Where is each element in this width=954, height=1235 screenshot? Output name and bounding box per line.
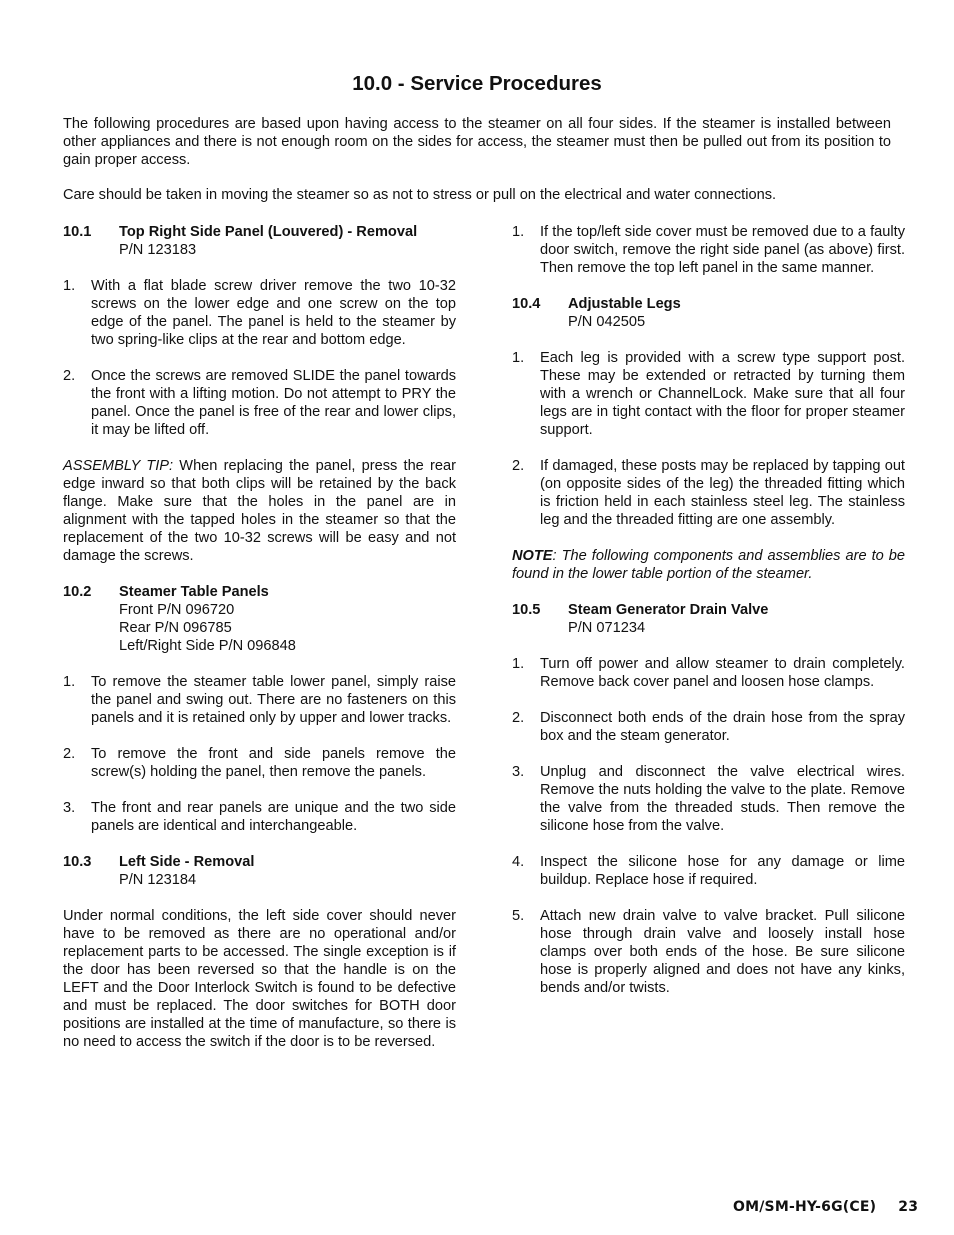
list-item: 2. To remove the front and side panels remove the screw(s) holding the panel, then remove the panels. bbox=[63, 746, 456, 780]
section-10-5-heading bbox=[512, 601, 905, 637]
part-number: Front P/N 096720 bbox=[119, 602, 235, 618]
document-id: OM/SM-HY-6G(CE) bbox=[733, 1199, 877, 1215]
right-column bbox=[512, 223, 905, 997]
list-item: 4. Inspect the silicone hose for any damage or lime buildup. Replace hose if required. bbox=[512, 854, 905, 888]
part-number: P/N 123183 bbox=[119, 242, 197, 258]
page-footer bbox=[733, 1198, 918, 1216]
section-number: 10.4 bbox=[512, 296, 541, 312]
part-number: P/N 071234 bbox=[568, 620, 646, 636]
list-item: 1. Each leg is provided with a screw type support post. These may be extended or retracted by turning them with a wrench or ChannelLock. Make sure that all four legs are in tight contact with the floor for proper steamer support. bbox=[512, 350, 905, 438]
part-number: Left/Right Side P/N 096848 bbox=[119, 638, 296, 654]
list-item: 3. The front and rear panels are unique and the two side panels are identical and interchangeable. bbox=[63, 800, 456, 834]
section-10-1-heading bbox=[63, 223, 456, 259]
section-number: 10.3 bbox=[63, 854, 92, 870]
section-number: 10.2 bbox=[63, 584, 92, 600]
part-number: Rear P/N 096785 bbox=[119, 620, 232, 636]
note-label: NOTE bbox=[512, 548, 553, 564]
note-text: : The following components and assemblies are to be found in the lower table portion of the steamer. bbox=[512, 548, 905, 582]
list-item: 3. Unplug and disconnect the valve electrical wires. Remove the nuts holding the valve to the plate. Remove the valve from the threaded studs. Then remove the silicone hose from the valve. bbox=[512, 764, 905, 834]
page-number: 23 bbox=[898, 1199, 919, 1215]
section-title: Top Right Side Panel (Louvered) - Removal bbox=[119, 224, 418, 240]
list-item: 2. If damaged, these posts may be replaced by tapping out (on opposite sides of the leg) the threaded fitting which is friction held in each stainless steel leg. The stainless leg and the threaded fitting are one assembly. bbox=[512, 458, 905, 528]
section-paragraph: Under normal conditions, the left side cover should never have to be removed as there are no operational and/or replacement parts to be accessed. The single exception is if the door has been reversed so that the handle is on the LEFT and the Door Interlock Switch is found to be defective and must be replaced. The door switches for BOTH door positions are installed at the time of manufacture, so there is no need to access the switch if the door is to be reversed. bbox=[63, 908, 456, 1050]
section-10-4-heading bbox=[512, 295, 905, 331]
section-number: 10.5 bbox=[512, 602, 541, 618]
note-paragraph bbox=[512, 547, 905, 583]
section-10-3-heading bbox=[63, 853, 456, 889]
list-item: 1. To remove the steamer table lower panel, simply raise the panel and swing out. There are no fasteners on this panels and it is retained only by upper and lower tracks. bbox=[63, 674, 456, 726]
part-number: P/N 042505 bbox=[568, 314, 646, 330]
section-title: Steam Generator Drain Valve bbox=[568, 602, 769, 618]
list-item: 1. With a flat blade screw driver remove the two 10-32 screws on the lower edge and one screw on the top edge of the panel. The panel is held to the steamer by two spring-like clips at the rear and bottom edge. bbox=[63, 278, 456, 348]
section-title: Adjustable Legs bbox=[568, 296, 681, 312]
page-title: 10.0 - Service Procedures bbox=[352, 72, 602, 95]
section-title: Steamer Table Panels bbox=[119, 584, 269, 600]
list-item: 2. Once the screws are removed SLIDE the panel towards the front with a lifting motion. Do not attempt to PRY the panel. Once the panel is free of the rear and lower clips, it may be lifted off. bbox=[63, 368, 456, 438]
section-number: 10.1 bbox=[63, 224, 92, 240]
assembly-tip bbox=[63, 457, 456, 565]
list-item: 1. If the top/left side cover must be removed due to a faulty door switch, remove the right side panel (as above) first. Then remove the top left panel in the same manner. bbox=[512, 224, 905, 276]
part-number: P/N 123184 bbox=[119, 872, 197, 888]
list-item: 2. Disconnect both ends of the drain hose from the spray box and the steam generator. bbox=[512, 710, 905, 744]
assembly-tip-label: ASSEMBLY TIP: bbox=[63, 458, 174, 474]
assembly-tip-text: When replacing the panel, press the rear edge inward so that both clips will be retained by the back flange. Make sure that the holes in the panel are in alignment with the tapped holes in the steamer so that the replacement of the two 10-32 screws will be easy and not damage the screws. bbox=[63, 458, 456, 564]
section-title: Left Side - Removal bbox=[119, 854, 255, 870]
intro-paragraph: The following procedures are based upon having access to the steamer on all four sides. If the steamer is installed between other appliances and there is not enough room on the sides for access, the steamer must then be pulled out from its position to gain proper access. bbox=[63, 116, 891, 168]
section-10-2-heading bbox=[63, 583, 456, 655]
left-column bbox=[63, 223, 456, 1051]
intro-note: Care should be taken in moving the steamer so as not to stress or pull on the electrical and water connections. bbox=[63, 187, 777, 203]
list-item: 1. Turn off power and allow steamer to drain completely. Remove back cover panel and loosen hose clamps. bbox=[512, 656, 905, 690]
list-item: 5. Attach new drain valve to valve bracket. Pull silicone hose through drain valve and loosely install hose clamps over both ends of the hose. Be sure silicone hose is properly aligned and does not have any kinks, bends and/or twists. bbox=[512, 908, 905, 996]
